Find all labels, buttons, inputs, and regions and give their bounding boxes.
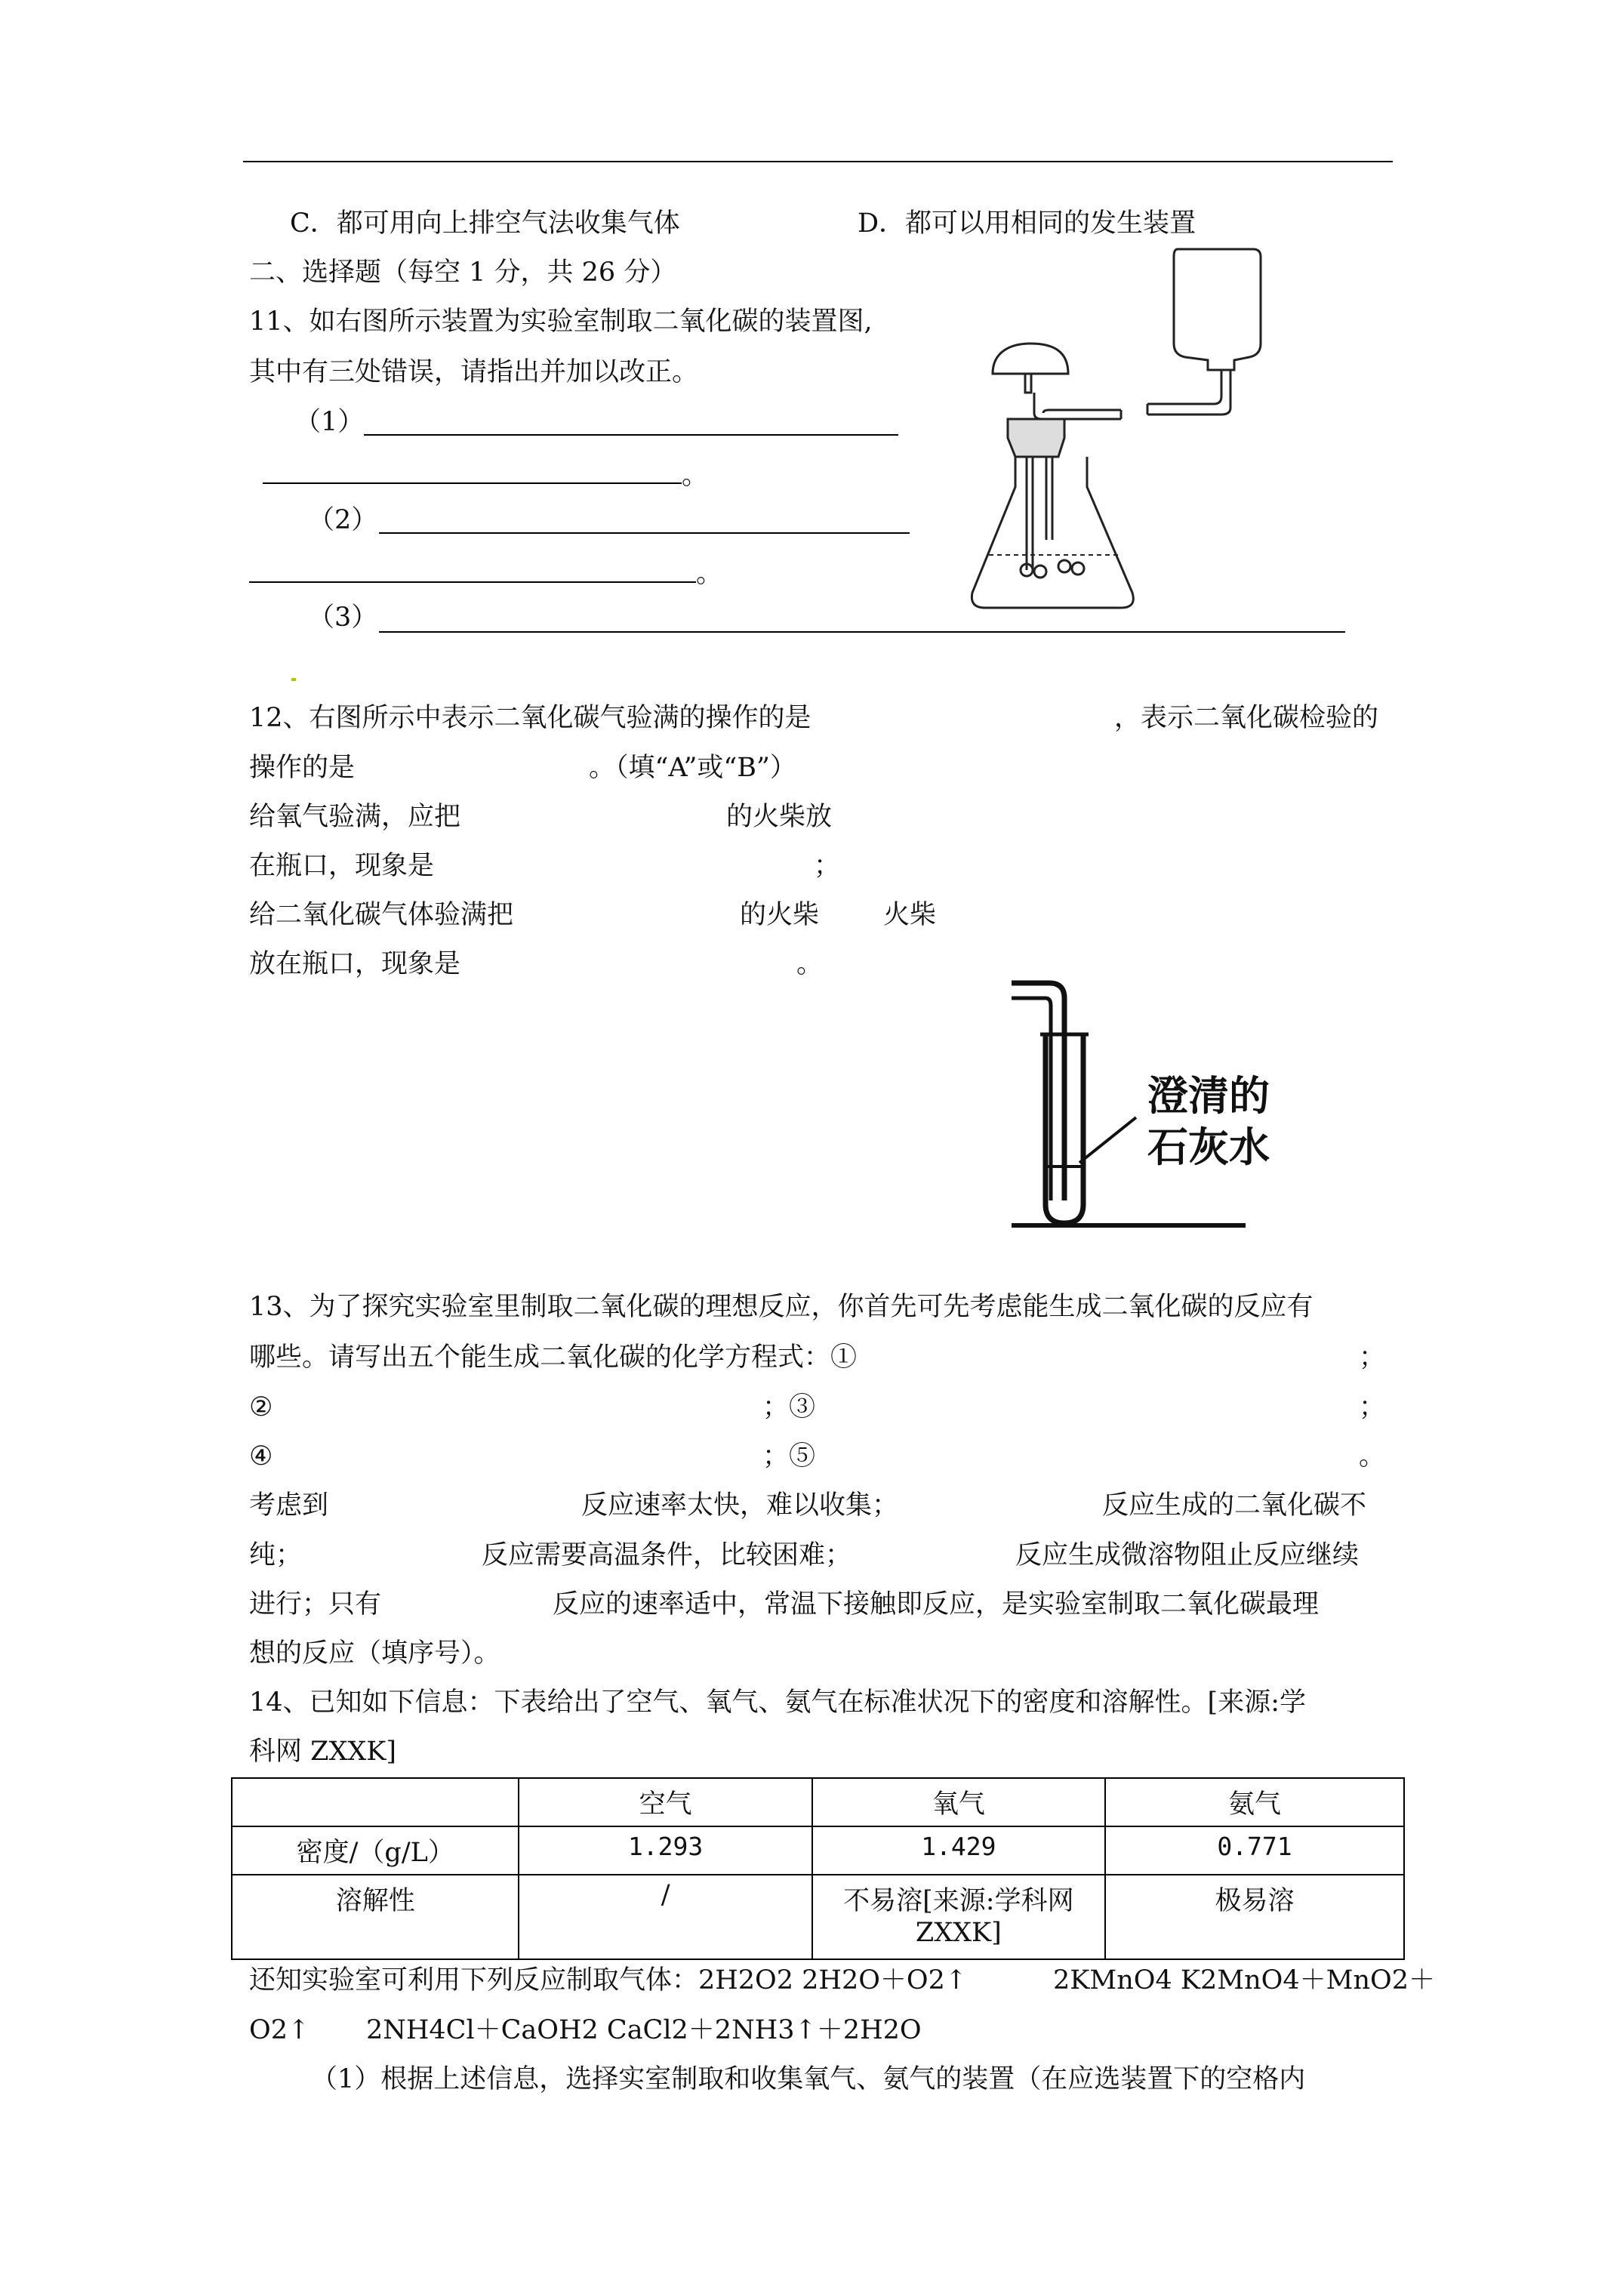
q13-line6b: 反应需要高温条件，比较困难； — [482, 1540, 852, 1570]
table-cell: 密度/（g/L） — [232, 1826, 519, 1875]
q11-period1: 。 — [682, 461, 709, 491]
q13-line2a: 哪些。请写出五个能生成二氧化碳的化学方程式：① — [249, 1342, 858, 1373]
table-cell-source — [812, 1875, 1105, 1959]
q13-line7b: 反应的速率适中，常温下接触即反应，是实验室制取二氧化碳最理 — [553, 1589, 1320, 1620]
q13-line6c: 反应生成微溶物阻止反应继续 — [1015, 1540, 1360, 1570]
q13-line1: 13、为了探究实验室里制取二氧化碳的理想反应，你首先可先考虑能生成二氧化碳的反应有 — [249, 1292, 1313, 1322]
q12-line6b: 。 — [796, 949, 824, 979]
q11-item3-label: （3） — [308, 603, 378, 633]
section-heading: 二、选择题（每空 1 分，共 26 分） — [249, 257, 677, 288]
option-d: D．都可以用相同的发生装置 — [858, 208, 1196, 239]
q13-line8: 想的反应（填序号）。 — [249, 1638, 500, 1669]
table-cell-line: 不易溶[来源:学科网 — [843, 1886, 1074, 1916]
reactions-line2b: 2NH4Cl＋CaOH2 CaCl2＋2NH3↑＋2H2O — [366, 2015, 922, 2045]
table-cell: 极易溶 — [1105, 1875, 1404, 1959]
q11-blank2b[interactable] — [249, 581, 696, 583]
limewater-label-line1: 澄清的 — [1147, 1072, 1270, 1120]
q12-line2b: 。（填“A”或“B”） — [589, 753, 796, 783]
reactions-line2a: O2↑ — [249, 2015, 310, 2045]
q13-circle5: ；⑤ — [762, 1441, 816, 1472]
table-cell: 1.293 — [519, 1826, 812, 1875]
table-cell: 溶解性 — [232, 1875, 519, 1959]
q11-blank2a[interactable] — [379, 532, 910, 534]
q13-line7a: 进行；只有 — [249, 1589, 382, 1620]
q12-line1b: ，表示二氧化碳检验的 — [1114, 703, 1379, 733]
q13-circle2: ② — [249, 1392, 273, 1422]
q11-blank1a[interactable] — [364, 434, 898, 436]
q11-period2: 。 — [696, 559, 723, 589]
q13-line2-semicolon: ； — [1359, 1342, 1386, 1373]
header-rule — [243, 161, 1393, 162]
table-row-density — [232, 1826, 1404, 1875]
q14-line2: 科网 ZXXK] — [249, 1737, 397, 1767]
gas-property-table — [231, 1777, 1405, 1960]
q12-line6a: 放在瓶口，现象是 — [249, 949, 461, 979]
limewater-label-line2: 石灰水 — [1147, 1123, 1270, 1171]
q13-line3-semicolon: ； — [1359, 1392, 1386, 1422]
q13-line4-period: 。 — [1359, 1441, 1386, 1472]
q13-line5a: 考虑到 — [249, 1490, 329, 1521]
limewater-test-figure — [1004, 974, 1351, 1238]
q11-blank1b[interactable] — [263, 482, 682, 484]
q11-line1: 11、如右图所示装置为实验室制取二氧化碳的装置图, — [249, 307, 873, 337]
q13-line5c: 反应生成的二氧化碳不 — [1102, 1490, 1367, 1521]
q11-item2-label: （2） — [308, 505, 378, 535]
q13-circle3: ；③ — [762, 1392, 816, 1422]
table-header-cell — [232, 1778, 519, 1826]
table-row-solubility — [232, 1875, 1404, 1959]
table-header-cell: 氨气 — [1105, 1778, 1404, 1826]
table-header-row — [232, 1778, 1404, 1826]
q12-line2a: 操作的是 — [249, 753, 356, 783]
q12-line3a: 给氧气验满，应把 — [249, 802, 461, 832]
q12-line4a: 在瓶口，现象是 — [249, 851, 435, 881]
q13-circle4: ④ — [249, 1441, 273, 1472]
q11-line2: 其中有三处错误，请指出并加以改正。 — [249, 357, 699, 387]
q12-line5c: 火柴 — [883, 900, 937, 930]
table-cell: / — [519, 1875, 812, 1959]
q12-line5b: 的火柴 — [740, 900, 820, 930]
table-cell: 0.771 — [1105, 1826, 1404, 1875]
table-header-cell: 空气 — [519, 1778, 812, 1826]
co2-apparatus-figure — [959, 238, 1268, 615]
q11-item1-label: （1） — [294, 407, 365, 437]
q12-line1a: 12、右图所示中表示二氧化碳气验满的操作的是 — [249, 703, 812, 733]
q14-sub1: （1）根据上述信息，选择实室制取和收集氧气、氨气的装置（在应选装置下的空格内 — [311, 2064, 1306, 2094]
q12-line3b: 的火柴放 — [726, 802, 833, 832]
q13-line6a: 纯； — [249, 1540, 303, 1570]
table-cell: 1.429 — [812, 1826, 1105, 1875]
table-cell-line: ZXXK] — [915, 1918, 1002, 1948]
reactions-line1b: 2KMnO4 K2MnO4＋MnO2＋ — [1053, 1965, 1435, 1996]
q14-line1: 14、已知如下信息：下表给出了空气、氧气、氨气在标准状况下的密度和溶解性。[来源:学 — [249, 1687, 1306, 1718]
option-c: C．都可用向上排空气法收集气体 — [290, 208, 680, 239]
q12-line5a: 给二氧化碳气体验满把 — [249, 900, 514, 930]
q12-line4b: ； — [814, 851, 841, 881]
marker-dot — [291, 678, 296, 681]
table-header-cell: 氧气 — [812, 1778, 1105, 1826]
reactions-line1a: 还知实验室可利用下列反应制取气体：2H2O2 2H2O＋O2↑ — [249, 1965, 968, 1996]
q13-line5b: 反应速率太快，难以收集； — [581, 1490, 899, 1521]
q11-blank3[interactable] — [379, 631, 1345, 633]
